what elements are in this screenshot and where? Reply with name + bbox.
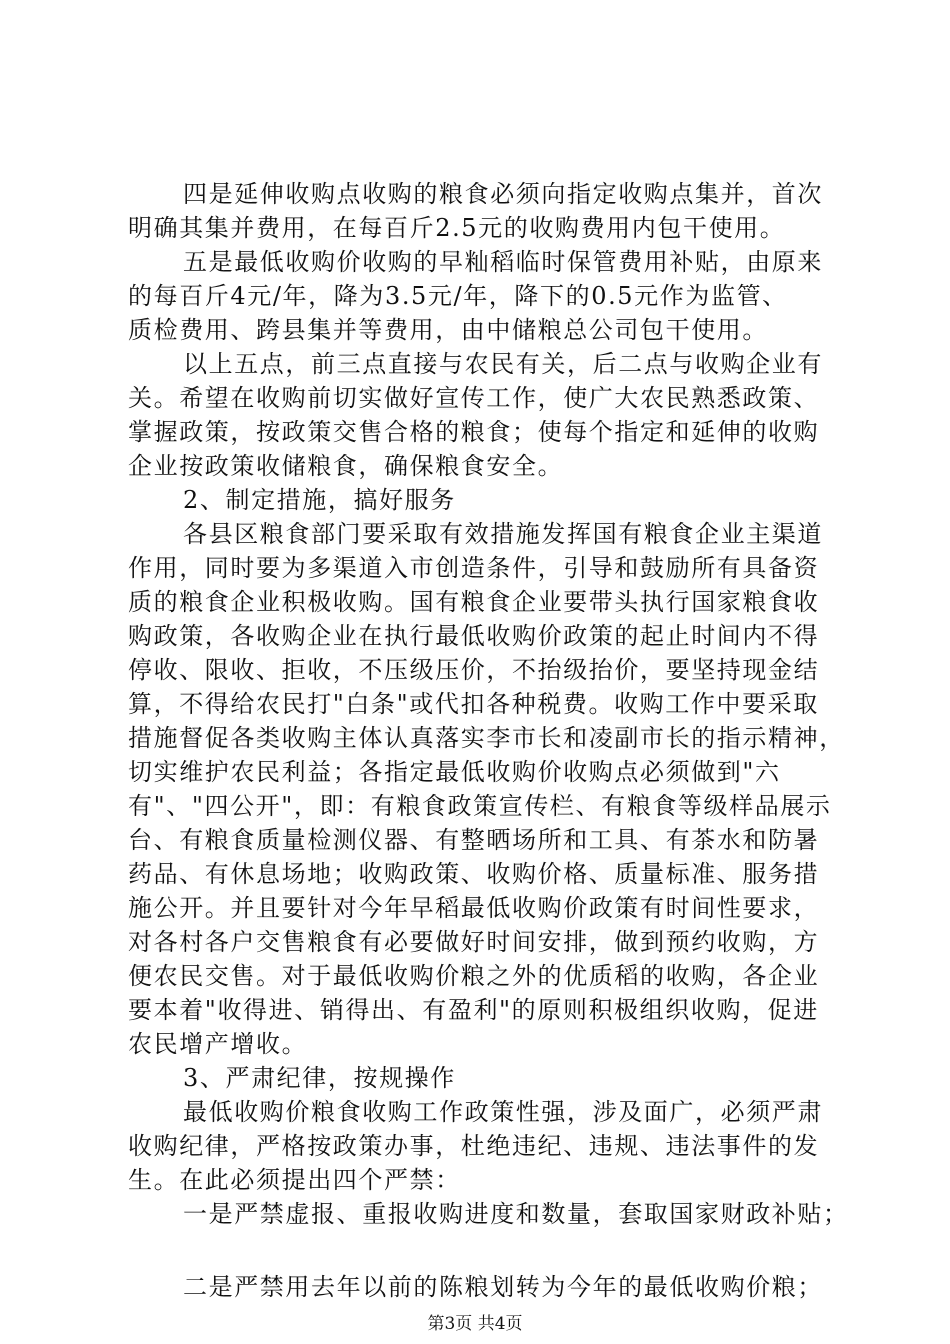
paragraph-line: 停收、限收、拒收，不压级压价，不抬级抬价，要坚持现金结 [128, 656, 820, 684]
paragraph-line: 要本着"收得进、销得出、有盈利"的原则积极组织收购，促进 [128, 996, 819, 1024]
paragraph-line: 对各村各户交售粮食有必要做好时间安排，做到预约收购，方 [128, 928, 820, 956]
paragraph-line: 企业按政策收储粮食，确保粮食安全。 [128, 452, 564, 480]
paragraph-line: 四是延伸收购点收购的粮食必须向指定收购点集并，首次 [183, 180, 823, 208]
paragraph-line: 的每百斤4元/年，降为3.5元/年，降下的0.5元作为监管、 [128, 282, 788, 310]
section-heading: 3、严肃纪律，按规操作 [183, 1064, 456, 1092]
paragraph-line: 各县区粮食部门要采取有效措施发挥国有粮食企业主渠道 [183, 520, 823, 548]
paragraph-line: 质检费用、跨县集并等费用，由中储粮总公司包干使用。 [128, 316, 768, 344]
paragraph-line: 施公开。并且要针对今年早稻最低收购价政策有时间性要求， [128, 894, 820, 922]
paragraph-line: 切实维护农民利益；各指定最低收购价收购点必须做到"六 [128, 758, 781, 786]
paragraph-line: 生。在此必须提出四个严禁： [128, 1166, 461, 1194]
section-heading: 2、制定措施，搞好服务 [183, 486, 456, 514]
paragraph-line: 算，不得给农民打"白条"或代扣各种税费。收购工作中要采取 [128, 690, 819, 718]
paragraph-line: 药品、有休息场地；收购政策、收购价格、质量标准、服务措 [128, 860, 820, 888]
paragraph-line: 有"、"四公开"，即：有粮食政策宣传栏、有粮食等级样品展示 [128, 792, 832, 820]
paragraph-line: 掌握政策，按政策交售合格的粮食；使每个指定和延伸的收购 [128, 418, 820, 446]
paragraph-line: 二是严禁用去年以前的陈粮划转为今年的最低收购价粮； [183, 1273, 823, 1301]
paragraph-line: 关。希望在收购前切实做好宣传工作，使广大农民熟悉政策、 [128, 384, 820, 412]
paragraph-line: 以上五点，前三点直接与农民有关，后二点与收购企业有 [183, 350, 823, 378]
paragraph-line: 五是最低收购价收购的早籼稻临时保管费用补贴，由原来 [183, 248, 823, 276]
paragraph-line: 质的粮食企业积极收购。国有粮食企业要带头执行国家粮食收 [128, 588, 820, 616]
page-number-footer: 第3页 共4页 [427, 1314, 523, 1334]
paragraph-line: 台、有粮食质量检测仪器、有整晒场所和工具、有茶水和防暑 [128, 826, 820, 854]
paragraph-line: 最低收购价粮食收购工作政策性强，涉及面广，必须严肃 [183, 1098, 823, 1126]
paragraph-line: 购政策，各收购企业在执行最低收购价政策的起止时间内不得 [128, 622, 820, 650]
paragraph-line: 农民增产增收。 [128, 1030, 308, 1058]
paragraph-line: 明确其集并费用，在每百斤2.5元的收购费用内包干使用。 [128, 214, 786, 242]
paragraph-line: 作用，同时要为多渠道入市创造条件，引导和鼓励所有具备资 [128, 554, 820, 582]
paragraph-line: 措施督促各类收购主体认真落实李市长和凌副市长的指示精神， [128, 724, 845, 752]
paragraph-line: 便农民交售。对于最低收购价粮之外的优质稻的收购，各企业 [128, 962, 820, 990]
paragraph-line: 收购纪律，严格按政策办事，杜绝违纪、违规、违法事件的发 [128, 1132, 820, 1160]
paragraph-line: 一是严禁虚报、重报收购进度和数量，套取国家财政补贴； [183, 1200, 849, 1228]
